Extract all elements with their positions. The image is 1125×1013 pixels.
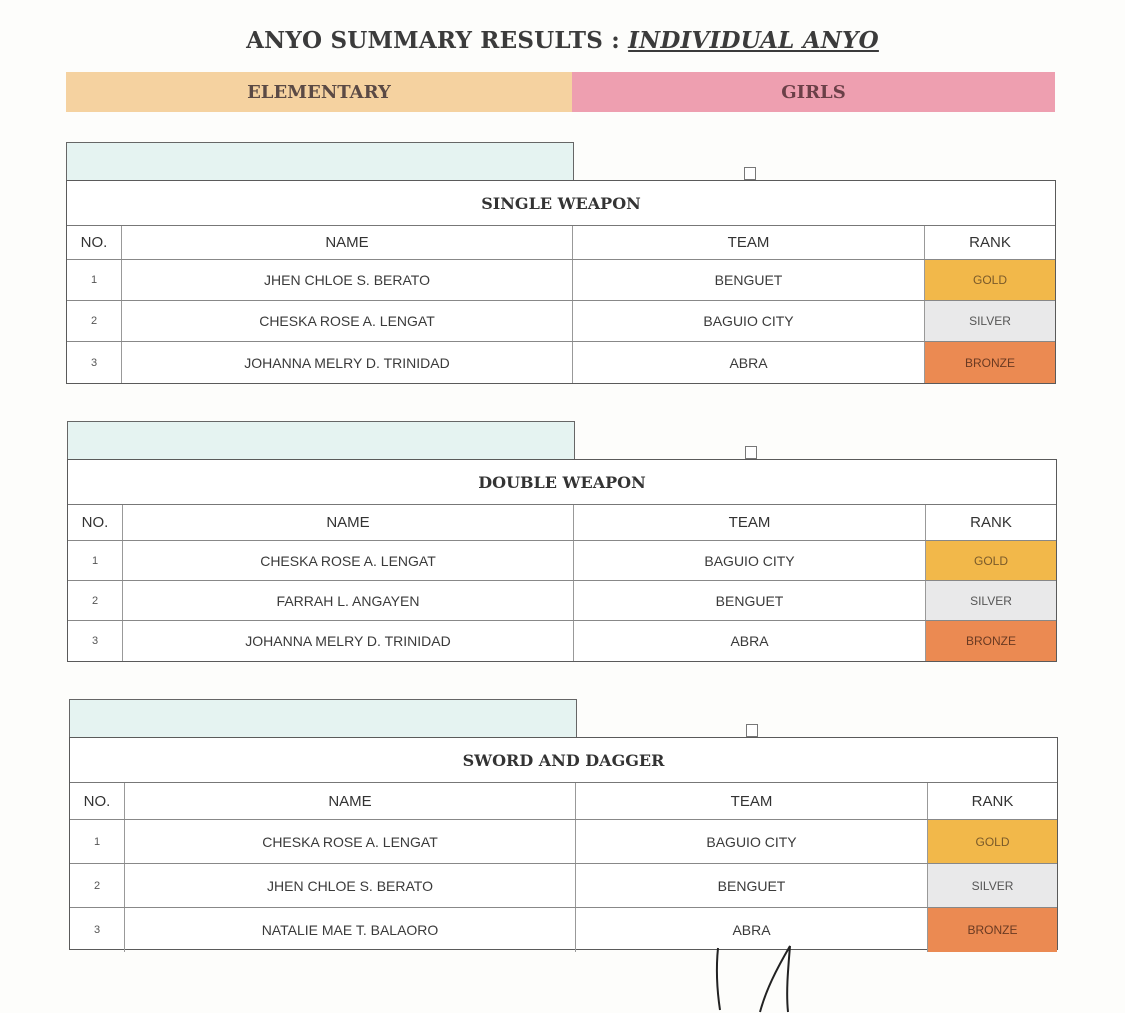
header-no: NO. bbox=[70, 783, 125, 819]
rank-badge-bronze: BRONZE bbox=[926, 621, 1056, 661]
table-row bbox=[67, 301, 1055, 342]
row-team: ABRA bbox=[576, 908, 928, 952]
row-team: ABRA bbox=[574, 621, 926, 661]
checkbox-icon[interactable] bbox=[745, 446, 757, 459]
row-name: CHESKA ROSE A. LENGAT bbox=[125, 820, 576, 863]
rank-badge-gold: GOLD bbox=[928, 820, 1057, 863]
row-no: 1 bbox=[68, 541, 123, 580]
table-row bbox=[68, 581, 1056, 621]
row-name: FARRAH L. ANGAYEN bbox=[123, 581, 574, 620]
header-rank: RANK bbox=[969, 234, 1011, 251]
table-header-row bbox=[67, 226, 1055, 260]
table-row bbox=[67, 260, 1055, 301]
table-header-row bbox=[70, 783, 1057, 820]
handwritten-signature bbox=[700, 940, 810, 1013]
results-table-sword-and-dagger bbox=[69, 737, 1058, 950]
row-name: JHEN CHLOE S. BERATO bbox=[122, 260, 573, 300]
results-table-double-weapon bbox=[67, 459, 1057, 662]
row-no: 2 bbox=[68, 581, 123, 620]
rank-badge-gold: GOLD bbox=[925, 260, 1055, 300]
rank-badge-bronze: BRONZE bbox=[925, 342, 1055, 383]
table-row bbox=[70, 864, 1057, 908]
row-no: 3 bbox=[68, 621, 123, 661]
row-no: 1 bbox=[70, 820, 125, 863]
header-team: TEAM bbox=[576, 783, 928, 819]
checkbox-icon[interactable] bbox=[744, 167, 756, 180]
row-team: BAGUIO CITY bbox=[573, 301, 925, 341]
header-rank: RANK bbox=[971, 792, 1014, 810]
rank-badge-gold: GOLD bbox=[926, 541, 1056, 580]
header-name: NAME bbox=[123, 505, 574, 540]
rank-badge-silver: SILVER bbox=[926, 581, 1056, 620]
row-no: 2 bbox=[70, 864, 125, 907]
table-caption: DOUBLE WEAPON bbox=[68, 460, 1056, 505]
title-main: ANYO SUMMARY RESULTS : bbox=[246, 27, 629, 54]
table-row bbox=[67, 342, 1055, 383]
table-caption: SWORD AND DAGGER bbox=[70, 738, 1057, 783]
header-team: TEAM bbox=[573, 226, 925, 259]
table-tab-blank bbox=[67, 421, 575, 461]
results-table-single-weapon bbox=[66, 180, 1056, 384]
rank-badge-silver: SILVER bbox=[928, 864, 1057, 907]
row-no: 1 bbox=[67, 260, 122, 300]
row-name: JOHANNA MELRY D. TRINIDAD bbox=[123, 621, 574, 661]
row-name: JHEN CHLOE S. BERATO bbox=[125, 864, 576, 907]
row-team: ABRA bbox=[573, 342, 925, 383]
table-tab-blank bbox=[66, 142, 574, 182]
table-row bbox=[70, 908, 1057, 952]
header-no: NO. bbox=[68, 505, 123, 540]
title-subtitle: INDIVIDUAL ANYO bbox=[628, 27, 879, 54]
row-team: BENGUET bbox=[574, 581, 926, 620]
header-name: NAME bbox=[122, 226, 573, 259]
table-tab-blank bbox=[69, 699, 577, 739]
rank-badge-silver: SILVER bbox=[925, 301, 1055, 341]
row-team: BAGUIO CITY bbox=[574, 541, 926, 580]
level-band: ELEMENTARY bbox=[66, 72, 572, 112]
header-no: NO. bbox=[67, 226, 122, 259]
row-team: BENGUET bbox=[573, 260, 925, 300]
row-name: JOHANNA MELRY D. TRINIDAD bbox=[122, 342, 573, 383]
gender-band: GIRLS bbox=[572, 72, 1055, 112]
row-team: BENGUET bbox=[576, 864, 928, 907]
checkbox-icon[interactable] bbox=[746, 724, 758, 737]
rank-badge-bronze: BRONZE bbox=[928, 908, 1057, 952]
table-row bbox=[70, 820, 1057, 864]
row-name: CHESKA ROSE A. LENGAT bbox=[122, 301, 573, 341]
page-title bbox=[0, 27, 1125, 54]
row-name: NATALIE MAE T. BALAORO bbox=[125, 908, 576, 952]
row-no: 2 bbox=[67, 301, 122, 341]
header-team: TEAM bbox=[574, 505, 926, 540]
header-name: NAME bbox=[125, 783, 576, 819]
header-rank: RANK bbox=[970, 514, 1012, 531]
row-name: CHESKA ROSE A. LENGAT bbox=[123, 541, 574, 580]
row-team: BAGUIO CITY bbox=[576, 820, 928, 863]
row-no: 3 bbox=[70, 908, 125, 952]
table-caption: SINGLE WEAPON bbox=[67, 181, 1055, 226]
table-header-row bbox=[68, 505, 1056, 541]
table-row bbox=[68, 621, 1056, 661]
table-row bbox=[68, 541, 1056, 581]
row-no: 3 bbox=[67, 342, 122, 383]
